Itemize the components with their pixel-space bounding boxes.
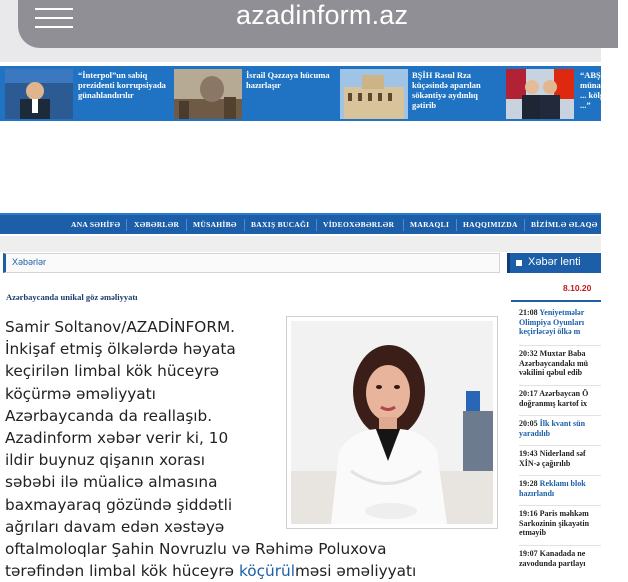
article-line: oftalmoloqlar Şahin Novruzlu və Rəhimə Poluxova	[5, 540, 387, 558]
news-feed-item[interactable]	[519, 349, 601, 378]
main-nav	[0, 213, 601, 234]
ticker-thumb-icon	[506, 69, 574, 119]
article-line: Azərbaycanda da reallaşıb.	[5, 406, 213, 425]
article-text: tərəfindən limbal kök hüceyrə	[5, 562, 239, 581]
article-line: İnkişaf etmiş ölkələrdə həyata	[5, 340, 236, 359]
top-news-ticker	[0, 66, 628, 121]
article-text: məsi əməliyyatı	[294, 562, 417, 581]
ad-space	[0, 121, 601, 213]
news-feed-item[interactable]	[519, 479, 601, 498]
news-feed-item[interactable]	[519, 449, 601, 468]
article-photo-frame	[286, 316, 498, 529]
news-time: 19:43	[519, 449, 540, 458]
article-line: Samir Soltanov/AZADİNFORM.	[5, 318, 236, 336]
article-line: səbəbi ilə müalicə almasına	[5, 473, 218, 492]
news-feed-item[interactable]	[519, 549, 601, 568]
news-title: Yeniyetmələr Olimpiya Oyunları keçirləcəyi ölkə m	[519, 308, 585, 336]
article-line	[5, 560, 475, 582]
nav-item-home[interactable]: ANA SƏHİFƏ	[71, 220, 121, 229]
news-feed-item[interactable]	[519, 509, 601, 538]
news-time: 19:28	[519, 479, 540, 488]
news-feed-sidebar	[507, 253, 601, 581]
news-feed-item[interactable]	[519, 308, 601, 337]
news-feed-item[interactable]	[519, 419, 601, 438]
nav-item-interesting[interactable]: MARAQLI	[410, 220, 450, 229]
article-line: Azadinform xəbər verir ki, 10	[5, 429, 229, 448]
article-body	[5, 316, 417, 581]
ticker-thumb-icon	[5, 69, 73, 119]
news-title: Azərbaycan Ö doğranmış kartof ix	[519, 389, 589, 408]
article-rest	[5, 538, 475, 582]
news-feed-divider	[511, 300, 601, 302]
article-line: baxmayaraq gözündə şiddətli	[5, 495, 233, 514]
ticker-item[interactable]	[0, 66, 170, 121]
square-icon	[516, 260, 522, 266]
ticker-item[interactable]	[506, 66, 628, 121]
ticker-headline: “İnterpol”un sabiq prezidenti korrupsiyada günahlandırılır	[78, 70, 166, 100]
news-title: Muxtar Baba Azərbaycandakı mü vəkilini qəbul edib	[519, 349, 589, 377]
nav-item-contact[interactable]: BİZİMLƏ ƏLAQƏ	[531, 220, 598, 229]
news-title: Niderland səf XİN-ə çağırılıb	[519, 449, 586, 468]
news-time: 19:07	[519, 549, 540, 558]
news-time: 21:08	[519, 308, 540, 317]
nav-divider-strip	[0, 236, 601, 252]
ticker-thumb-icon	[340, 69, 408, 119]
article-line: ağrıları davam edən xəstəyə	[5, 517, 225, 536]
ticker-headline: “ABŞ ... münasibətlər ... kölgə ...”	[580, 70, 628, 110]
url-text[interactable]: azadinform.az	[236, 0, 409, 30]
ticker-thumb-icon	[174, 69, 242, 119]
article-line: köçürmə əməliyyatı	[5, 384, 156, 403]
ticker-headline: İsrail Qəzzaya hücuma hazırlaşır	[246, 70, 330, 90]
news-feed-date: 8.10.20	[563, 283, 592, 293]
nav-item-news[interactable]: XƏBƏRLƏR	[134, 220, 180, 229]
breadcrumb-link-news[interactable]: Xəbərlər	[12, 257, 47, 267]
nav-item-viewpoint[interactable]: BAXIŞ BUCAĞI	[251, 220, 310, 229]
article-photo	[291, 321, 493, 524]
news-feed-title: Xəbər lenti	[528, 256, 581, 268]
news-time: 20:32	[519, 349, 540, 358]
news-time: 20:17	[519, 389, 540, 398]
news-title: Kanadada ne zavodunda partlayı	[519, 549, 586, 568]
news-title: Paris məhkəm Sarkozinin şikayətin etməyib	[519, 509, 590, 537]
article-inline-link[interactable]: köçürül	[238, 562, 295, 581]
menu-icon[interactable]	[35, 8, 73, 30]
news-feed-item[interactable]	[519, 389, 601, 408]
news-title: İlk kvant sün yaradılıb	[519, 419, 586, 438]
breadcrumb	[3, 253, 500, 273]
ticker-headline: BŞİH Rəsul Rza küçəsində aparılan sökəntiyə aydınlıq gətirib	[412, 70, 481, 110]
news-time: 20:05	[519, 419, 540, 428]
browser-address-bar	[0, 0, 601, 62]
article-line: keçirilən limbal kök hüceyrə	[5, 362, 220, 381]
news-feed-header	[507, 253, 601, 273]
ticker-item[interactable]	[340, 66, 506, 121]
news-title: Reklamı blok hazırlandı	[519, 479, 586, 498]
doctor-portrait-icon	[291, 321, 493, 524]
nav-item-videonews[interactable]: VİDEOXƏBƏRLƏR	[323, 220, 395, 229]
ticker-item[interactable]	[172, 66, 338, 121]
article-title: Azərbaycanda unikal göz əməliyyatı	[6, 292, 138, 302]
article-line: ildir buynuz qişanın xorası	[5, 451, 205, 470]
nav-item-about[interactable]: HAQQIMIZDA	[463, 220, 518, 229]
nav-item-interview[interactable]: MÜSAHİBƏ	[193, 220, 237, 229]
news-time: 19:16	[519, 509, 540, 518]
